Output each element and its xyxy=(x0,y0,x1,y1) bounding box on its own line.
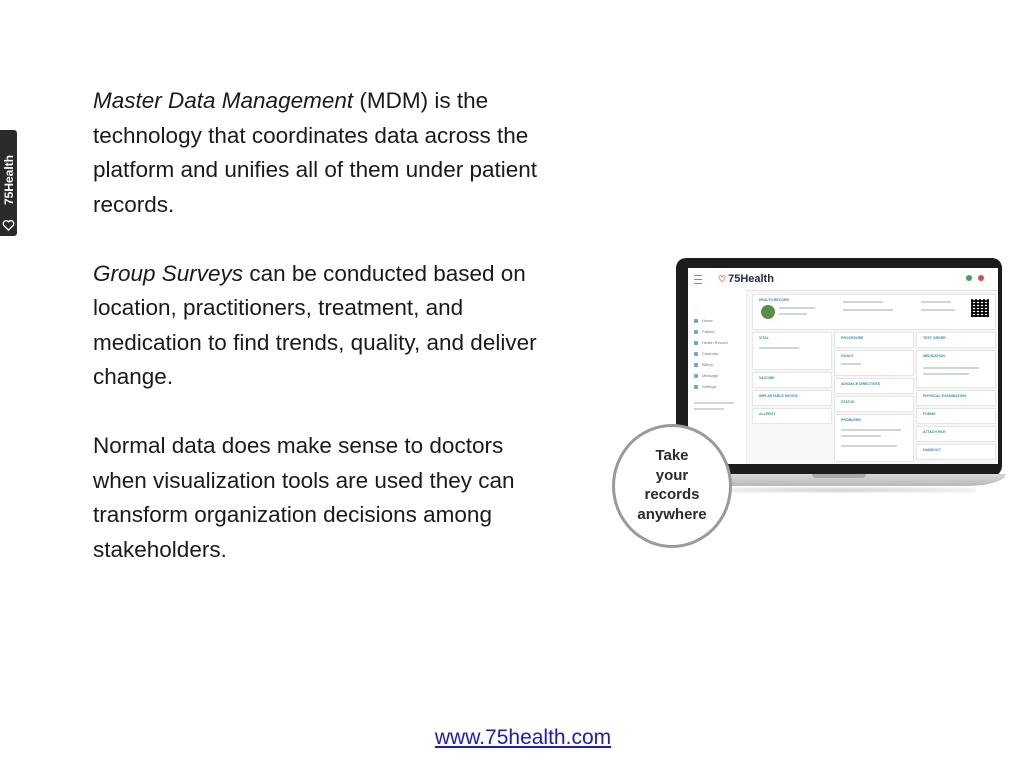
text-line xyxy=(779,313,807,315)
text-line xyxy=(921,301,951,303)
app-logo xyxy=(718,273,774,285)
app-header xyxy=(688,268,998,291)
section-card xyxy=(834,378,914,394)
nav-item: Message xyxy=(694,373,718,378)
text-visualization: Normal data does make sense to doctors when visualization tools are used they can transform organization decisions among stakeholders. xyxy=(93,433,515,562)
card-title: FORMS xyxy=(923,412,936,416)
card-title: ADVANCE DIRECTIVES xyxy=(841,382,881,386)
section-card xyxy=(834,350,914,376)
text-line xyxy=(841,445,897,447)
text-line xyxy=(923,367,979,369)
paragraph-group-surveys xyxy=(93,257,563,395)
laptop-notch xyxy=(812,474,866,478)
section-card xyxy=(916,332,996,348)
badge-line: records xyxy=(644,486,700,503)
card-title: ATTACH FILE xyxy=(923,430,946,434)
text-line xyxy=(841,429,901,431)
section-card xyxy=(916,444,996,460)
badge-line: Take xyxy=(655,447,689,464)
badge-text xyxy=(615,446,729,524)
section-card xyxy=(916,408,996,424)
emphasis-mdm: Master Data Management xyxy=(93,88,354,113)
app-logo-text: 75Health xyxy=(728,273,774,285)
qr-code-icon xyxy=(971,299,989,317)
text-line xyxy=(841,435,881,437)
card-title: VITAL xyxy=(759,336,769,340)
text-line xyxy=(923,373,969,375)
section-card xyxy=(752,390,832,406)
card-title: IMPLANTABLE DEVICE xyxy=(759,394,798,398)
side-brand-tab xyxy=(0,130,17,236)
heart-icon: ♡ xyxy=(718,274,727,284)
website-link[interactable]: www.75health.com xyxy=(434,726,612,749)
take-records-badge xyxy=(612,424,732,548)
paragraph-visualization xyxy=(93,429,563,567)
text-line xyxy=(841,363,861,365)
section-card xyxy=(752,372,832,388)
card-title: VACCINE xyxy=(759,376,775,380)
heart-logo-icon xyxy=(2,219,15,232)
badge-line: your xyxy=(655,466,689,484)
card-title: PHYSICAL EXAMINATION xyxy=(923,394,966,398)
bell-icon xyxy=(966,275,972,281)
app-main xyxy=(752,294,994,464)
text-mdm: (MDM) is the technology that coordinates data across the platform and unifies all of them under patient records. xyxy=(93,88,538,217)
section-card xyxy=(916,426,996,442)
menu-icon xyxy=(694,275,702,284)
patient-avatar xyxy=(761,305,775,319)
body-text xyxy=(93,84,563,602)
laptop-screen xyxy=(688,268,998,464)
section-card xyxy=(834,332,914,348)
card-title: PROCEDURE xyxy=(841,336,864,340)
laptop-shadow xyxy=(702,487,976,493)
section-card xyxy=(752,332,832,370)
nav-item: Health Record xyxy=(694,340,728,345)
card-title: MEDICATION xyxy=(923,354,945,358)
card-title: ALLERGY xyxy=(759,412,776,416)
section-card xyxy=(834,396,914,412)
text-group-surveys: can be conducted based on location, practitioners, treatment, and medication to find trends, quality, and deliver change. xyxy=(93,260,537,389)
nav-item: Billing xyxy=(694,362,713,367)
text-line xyxy=(843,309,893,311)
text-line xyxy=(843,301,883,303)
sidebar-line xyxy=(694,402,734,404)
nav-item: Calendar xyxy=(694,351,718,356)
nav-item: Settings xyxy=(694,384,716,389)
paragraph-mdm xyxy=(93,84,563,222)
section-card xyxy=(752,408,832,424)
badge-line: anywhere xyxy=(637,505,707,523)
card-title: HEALTH RECORD xyxy=(759,298,790,302)
nav-item: Home xyxy=(694,318,713,323)
sidebar-line xyxy=(694,408,724,410)
card-title: PROBLEMS xyxy=(841,418,861,422)
avatar-icon xyxy=(978,275,984,281)
card-title: GOALS xyxy=(841,354,854,358)
card-title: HANDOUT xyxy=(923,448,941,452)
nav-item: Patient xyxy=(694,329,714,334)
text-line xyxy=(759,347,799,349)
laptop-bezel xyxy=(676,258,1002,476)
patient-card xyxy=(752,294,996,330)
card-title: STATUS xyxy=(841,400,855,404)
section-card xyxy=(834,414,914,462)
section-card xyxy=(916,390,996,406)
section-card xyxy=(916,350,996,388)
side-brand-label: 75Health xyxy=(1,154,16,206)
text-line xyxy=(779,307,815,309)
card-title: TEST ORDER xyxy=(923,336,946,340)
text-line xyxy=(921,309,955,311)
emphasis-group-surveys: Group Surveys xyxy=(93,260,244,286)
